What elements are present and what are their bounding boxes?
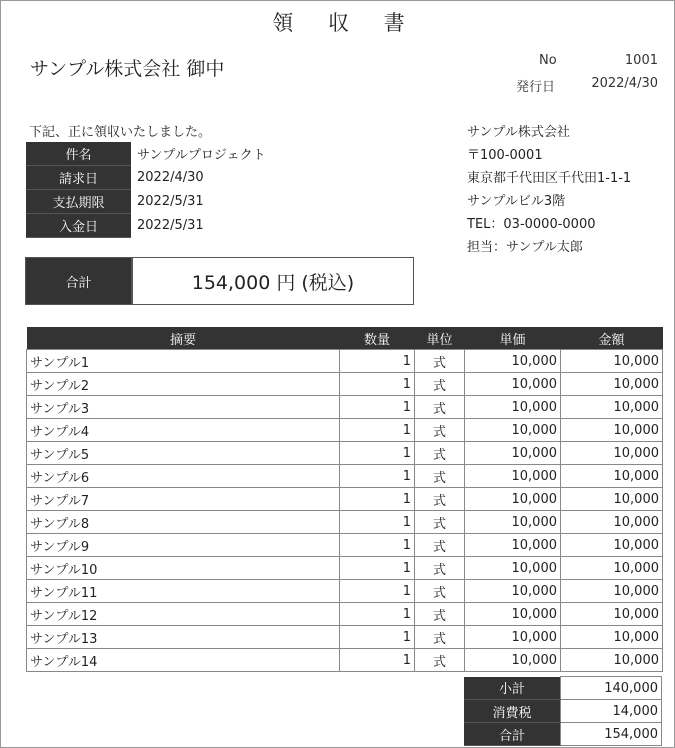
item-amount: 10,000 [561, 350, 663, 373]
item-unit: 式 [415, 488, 465, 511]
item-unit-price: 10,000 [465, 373, 561, 396]
item-quantity: 1 [340, 350, 415, 373]
info-value: 2022/5/31 [137, 218, 204, 233]
total-label: 合計 [26, 258, 133, 304]
table-row [27, 626, 663, 649]
item-name: サンプル4 [27, 419, 340, 442]
tax-value: 14,000 [561, 700, 662, 723]
header-quantity: 数量 [340, 327, 415, 350]
item-name: サンプル7 [27, 488, 340, 511]
item-unit-price: 10,000 [465, 534, 561, 557]
table-row [27, 396, 663, 419]
issuer-contact: 担当：サンプル太郎 [467, 240, 583, 255]
item-unit: 式 [415, 626, 465, 649]
info-row [26, 190, 266, 214]
item-unit-price: 10,000 [465, 511, 561, 534]
issuer-building: サンプルビル3階 [467, 194, 566, 209]
item-unit: 式 [415, 534, 465, 557]
table-row [27, 350, 663, 373]
tax-label: 消費税 [464, 700, 561, 723]
table-row [27, 603, 663, 626]
document-title: 領 収 書 [272, 11, 419, 35]
item-quantity: 1 [340, 488, 415, 511]
info-label: 入金日 [26, 214, 131, 238]
table-row [27, 511, 663, 534]
info-value: サンプルプロジェクト [137, 148, 266, 164]
grand-total-value: 154,000 [561, 723, 662, 746]
item-amount: 10,000 [561, 534, 663, 557]
item-amount: 10,000 [561, 465, 663, 488]
item-amount: 10,000 [561, 511, 663, 534]
item-unit: 式 [415, 373, 465, 396]
header-unit-price: 単価 [465, 327, 561, 350]
subtotal-label: 小計 [464, 677, 561, 700]
item-quantity: 1 [340, 511, 415, 534]
info-label: 件名 [26, 142, 131, 166]
item-name: サンプル5 [27, 442, 340, 465]
item-name: サンプル11 [27, 580, 340, 603]
item-quantity: 1 [340, 557, 415, 580]
summary-table [464, 676, 662, 746]
subtotal-value: 140,000 [561, 677, 662, 700]
item-unit: 式 [415, 511, 465, 534]
item-unit: 式 [415, 465, 465, 488]
header-amount: 金額 [561, 327, 663, 350]
issuer-tel: TEL：03-0000-0000 [467, 217, 596, 232]
summary-row [464, 677, 662, 700]
receipt-number-value: 1001 [624, 53, 658, 68]
item-quantity: 1 [340, 626, 415, 649]
table-row [27, 534, 663, 557]
info-row [26, 166, 266, 190]
item-unit-price: 10,000 [465, 465, 561, 488]
table-row [27, 488, 663, 511]
item-amount: 10,000 [561, 373, 663, 396]
summary-row [464, 723, 662, 746]
issuer-postal: 〒100-0001 [467, 148, 543, 163]
item-amount: 10,000 [561, 442, 663, 465]
info-value: 2022/5/31 [137, 194, 204, 209]
item-name: サンプル1 [27, 350, 340, 373]
item-unit-price: 10,000 [465, 557, 561, 580]
item-name: サンプル14 [27, 649, 340, 672]
info-label: 請求日 [26, 166, 131, 190]
receipt-info-table [26, 142, 266, 238]
info-label: 支払期限 [26, 190, 131, 214]
item-unit: 式 [415, 442, 465, 465]
item-name: サンプル6 [27, 465, 340, 488]
item-quantity: 1 [340, 373, 415, 396]
item-name: サンプル9 [27, 534, 340, 557]
item-unit: 式 [415, 419, 465, 442]
item-unit-price: 10,000 [465, 488, 561, 511]
total-box [25, 257, 414, 305]
item-name: サンプル2 [27, 373, 340, 396]
item-quantity: 1 [340, 419, 415, 442]
table-row [27, 442, 663, 465]
item-amount: 10,000 [561, 557, 663, 580]
item-unit-price: 10,000 [465, 626, 561, 649]
issuer-company: サンプル株式会社 [467, 125, 570, 140]
total-amount: 154,000 円 (税込) [191, 271, 355, 294]
item-name: サンプル8 [27, 511, 340, 534]
item-unit-price: 10,000 [465, 580, 561, 603]
item-quantity: 1 [340, 649, 415, 672]
customer-name: サンプル株式会社 御中 [30, 58, 225, 80]
item-name: サンプル12 [27, 603, 340, 626]
item-unit: 式 [415, 649, 465, 672]
table-row [27, 419, 663, 442]
item-unit-price: 10,000 [465, 350, 561, 373]
header-unit: 単位 [415, 327, 465, 350]
info-row [26, 142, 266, 166]
item-unit-price: 10,000 [465, 442, 561, 465]
item-amount: 10,000 [561, 580, 663, 603]
item-unit: 式 [415, 557, 465, 580]
item-unit-price: 10,000 [465, 396, 561, 419]
table-header-row [27, 327, 663, 350]
item-quantity: 1 [340, 534, 415, 557]
item-quantity: 1 [340, 396, 415, 419]
table-row [27, 373, 663, 396]
item-name: サンプル10 [27, 557, 340, 580]
header-description: 摘要 [27, 327, 340, 350]
item-amount: 10,000 [561, 396, 663, 419]
item-amount: 10,000 [561, 626, 663, 649]
summary-row [464, 700, 662, 723]
item-amount: 10,000 [561, 603, 663, 626]
table-row [27, 580, 663, 603]
item-quantity: 1 [340, 580, 415, 603]
item-unit: 式 [415, 350, 465, 373]
item-unit-price: 10,000 [465, 603, 561, 626]
intro-text: 下記、正に領収いたしました。 [29, 125, 212, 140]
item-quantity: 1 [340, 465, 415, 488]
issue-date-value: 2022/4/30 [591, 76, 658, 91]
item-unit: 式 [415, 396, 465, 419]
item-amount: 10,000 [561, 419, 663, 442]
item-unit-price: 10,000 [465, 419, 561, 442]
info-value: 2022/4/30 [137, 170, 204, 185]
issue-date-label: 発行日 [516, 80, 556, 95]
receipt-number-label: No [539, 53, 557, 68]
info-row [26, 214, 266, 238]
item-unit-price: 10,000 [465, 649, 561, 672]
table-row [27, 465, 663, 488]
table-row [27, 557, 663, 580]
item-quantity: 1 [340, 603, 415, 626]
item-quantity: 1 [340, 442, 415, 465]
item-name: サンプル13 [27, 626, 340, 649]
issuer-address: 東京都千代田区千代田1-1-1 [467, 171, 632, 186]
item-unit: 式 [415, 580, 465, 603]
item-amount: 10,000 [561, 649, 663, 672]
item-amount: 10,000 [561, 488, 663, 511]
grand-total-label: 合計 [464, 723, 561, 746]
line-items-table [26, 327, 663, 672]
table-row [27, 649, 663, 672]
item-unit: 式 [415, 603, 465, 626]
item-name: サンプル3 [27, 396, 340, 419]
